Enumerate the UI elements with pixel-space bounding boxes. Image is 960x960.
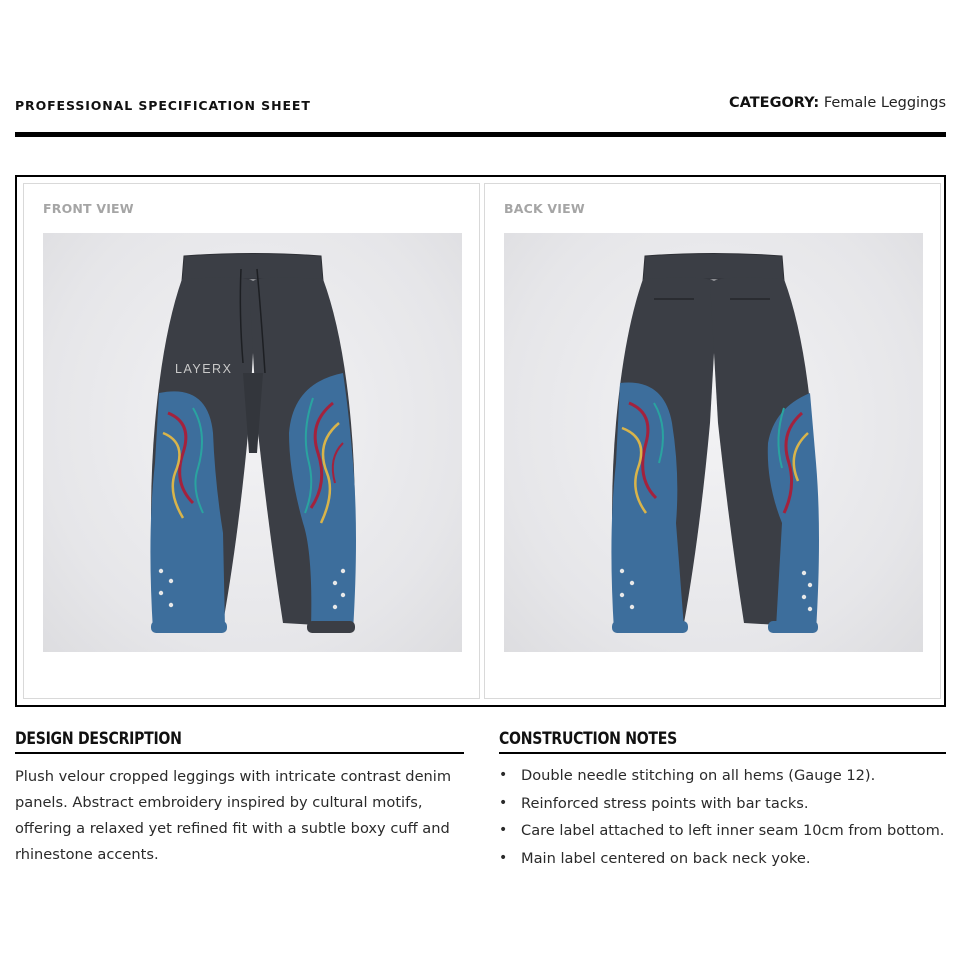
front-leggings-illustration [43, 233, 462, 652]
category-value: Female Leggings [823, 95, 946, 111]
list-item [499, 845, 954, 873]
sheet-header [15, 92, 946, 122]
header-divider [15, 132, 946, 137]
category-label: CATEGORY: [729, 95, 820, 111]
bullet-icon: • [499, 767, 508, 783]
list-item [499, 790, 954, 818]
right-cuff [307, 621, 355, 633]
bullet-icon: • [499, 822, 508, 838]
note-text: Main label centered on back neck yoke. [521, 849, 811, 867]
note-text: Reinforced stress points with bar tacks. [521, 794, 809, 812]
left-cuff [151, 621, 227, 633]
front-view-panel [23, 183, 480, 699]
note-text: Care label attached to left inner seam 10cm from bottom. [521, 822, 945, 839]
brand-mark-text: LAYERX [175, 362, 233, 376]
left-cuff [612, 621, 688, 633]
construction-notes-list [499, 762, 954, 872]
bullet-icon: • [499, 794, 508, 811]
front-view-label: FRONT VIEW [43, 201, 134, 216]
construction-notes-heading: CONSTRUCTION NOTES [499, 729, 677, 749]
design-description-divider [15, 752, 464, 754]
back-view-image [504, 233, 923, 652]
back-view-label: BACK VIEW [504, 201, 585, 216]
waistband [182, 254, 323, 282]
right-cuff [768, 621, 818, 633]
note-text: Double needle stitching on all hems (Gauge 12). [521, 767, 876, 784]
design-description-text: Plush velour cropped leggings with intricate contrast denim panels. Abstract embroidery inspired by cultural motifs, offering a relaxed yet refined fit with a subtle boxy cuff and rhinestone accents. [15, 768, 452, 863]
design-description-heading: DESIGN DESCRIPTION [15, 729, 182, 749]
category-field [729, 95, 946, 111]
back-view-panel [484, 183, 941, 699]
front-view-image [43, 233, 462, 652]
waistband [643, 254, 784, 282]
list-item [499, 817, 954, 845]
bullet-icon: • [499, 849, 508, 866]
list-item [499, 762, 954, 790]
views-frame [15, 175, 946, 707]
back-leggings-illustration [504, 233, 923, 652]
construction-notes-divider [499, 752, 946, 754]
document-title: PROFESSIONAL SPECIFICATION SHEET [15, 98, 311, 113]
